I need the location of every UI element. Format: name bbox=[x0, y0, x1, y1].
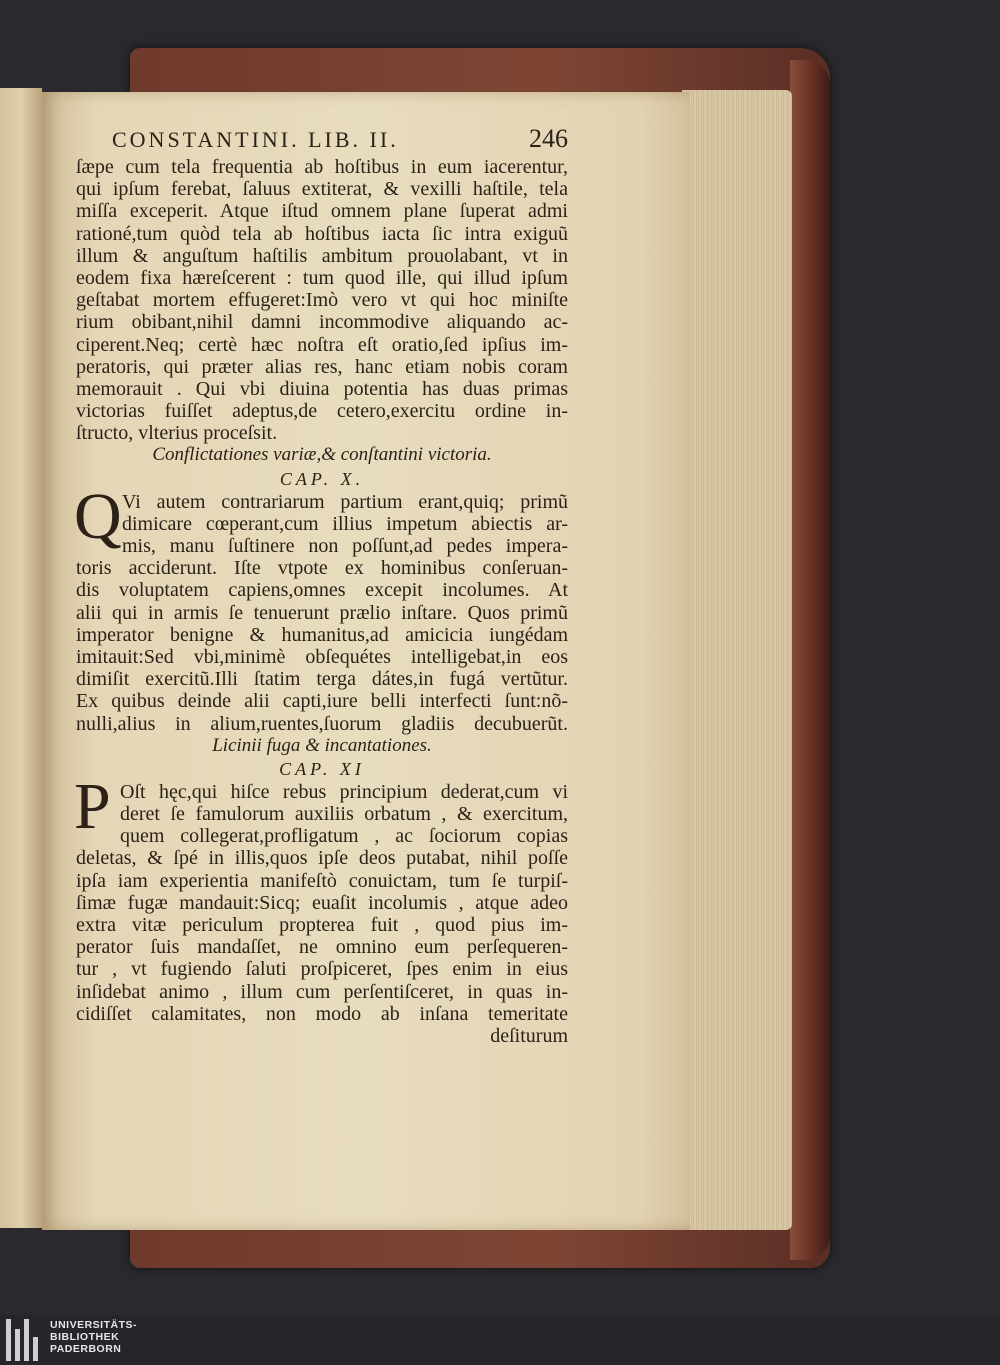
text-line: dimiſit exercitũ.Illi ſtatim terga dátes,in fugá vertũtur. bbox=[76, 668, 568, 691]
text-line: imitauit:Sed vbi,minimè obſequétes intelligebat,in eos bbox=[76, 645, 568, 668]
text-line: deletas, & ſpé in illis,quos ipſe deos putabat, nihil poſſe bbox=[76, 847, 568, 870]
drop-initial: Q bbox=[74, 479, 122, 553]
text-line: dimicare cœperant,cum illius impetum abiectis ar- bbox=[122, 512, 568, 535]
library-name-line: PADERBORN bbox=[50, 1343, 122, 1355]
text-line: memorauit . Qui vbi diuina potentia has duas primas bbox=[76, 377, 568, 400]
text-line: inſidebat animo , illum cum perſentiſceret, in quas in- bbox=[76, 980, 568, 1003]
text-line: ipſa iam experientia manifeſtò conuictam, tum ſe turpiſ- bbox=[76, 869, 568, 892]
text-line: tur , vt fugiendo ſaluti proſpiceret, ſpes enim in eius bbox=[76, 958, 568, 981]
text-line: mis, manu ſuſtinere non poſſunt,ad pedes impera- bbox=[122, 535, 568, 557]
text-line: Ex quibus deinde alii capti,iure belli interfecti ſunt:nõ- bbox=[76, 690, 568, 713]
library-name-line: UNIVERSITÄTS- bbox=[50, 1319, 138, 1331]
text-line: Vi autem contrariarum partium erant,quiq; primũ bbox=[122, 490, 568, 513]
running-head-title: CONSTANTINI. LIB. II. bbox=[112, 127, 399, 152]
text-line: peratoris, qui præter alias res, hanc etiam nobis coram bbox=[76, 355, 568, 378]
drop-initial: P bbox=[74, 769, 111, 843]
section-title-11: Licinii fuga & incantationes. bbox=[212, 734, 432, 756]
text-line: alii qui in armis ſe tenuerunt prælio inſtare. Quos primũ bbox=[76, 601, 568, 624]
page-text bbox=[76, 124, 568, 1047]
page-number: 246 bbox=[529, 124, 568, 153]
text-line: illum & anguſtum haſtilis ambitum prouolabant, vt in bbox=[76, 244, 568, 267]
text-line: extra vitæ periculum propterea fuit , quod pius im- bbox=[76, 914, 568, 936]
text-line: nulli,alius in alium,ruentes,ſuorum gladiis decubuerũt. bbox=[76, 712, 568, 735]
chapter-heading-11: CAP. XI bbox=[279, 758, 365, 779]
text-line: imperator benigne & humanitus,ad amicicia iungédam bbox=[76, 623, 568, 646]
text-line: dis voluptatem capiens,omnes excepit incolumes. At bbox=[76, 579, 568, 602]
library-logo-icon bbox=[6, 1319, 42, 1361]
library-name-line: BIBLIOTHEK bbox=[50, 1331, 120, 1343]
text-line: ſæpe cum tela frequentia ab hoſtibus in eum iacerentur, bbox=[76, 156, 568, 178]
paragraph-1 bbox=[76, 156, 568, 444]
text-line: rium obibant,nihil damni incommodive aliquando ac- bbox=[76, 311, 568, 334]
page-edges bbox=[682, 90, 792, 1230]
text-line: rationé,tum quòd tela ab hoſtibus iacta ſic intra exiguũ bbox=[76, 222, 568, 245]
text-line: quem collegerat,profligatum , ac ſociorum copias bbox=[120, 825, 568, 848]
text-line: victorias fuiſſet adeptus,de cetero,exercitu ordine in- bbox=[76, 400, 568, 423]
cover-edge bbox=[790, 60, 830, 1260]
text-line: Oſt hęc,qui hiſce rebus principium dederat,cum vi bbox=[120, 780, 568, 803]
text-line: eodem fixa hæreſcerent : tum quod ille, qui illud ipſum bbox=[76, 266, 568, 289]
running-head bbox=[112, 124, 568, 156]
text-line: toris acciderunt. Iſte vtpote ex hominibus conſeruan- bbox=[76, 557, 568, 580]
chapter-heading-10: CAP. X. bbox=[279, 468, 365, 489]
text-line: geſtabat mortem effugeret:Imò vero vt qui hoc miniſte bbox=[76, 289, 568, 312]
text-line: qui ipſum ferebat, ſaluus extiterat, & vexilli haſtile, tela bbox=[76, 178, 568, 201]
library-name bbox=[50, 1319, 137, 1355]
paragraph-chapter-10 bbox=[74, 479, 568, 735]
library-footer bbox=[0, 1315, 1000, 1365]
text-line: ſimæ fugæ mandauit:Sicq; euaſit incolumis , atque adeo bbox=[76, 891, 568, 914]
text-line: perator ſuis mandaſſet, ne omnino eum perſequeren- bbox=[76, 936, 568, 959]
section-title-10: Conflictationes variæ,& conſtantini victoria. bbox=[152, 444, 492, 466]
text-line: deret ſe famulorum auxiliis orbatum , & exercitum, bbox=[120, 803, 568, 826]
facing-page-edge bbox=[0, 88, 42, 1228]
text-line: miſſa exceperit. Atque iſtud omnem plane ſuperat admi bbox=[76, 200, 568, 223]
text-line: cidiſſet calamitates, non modo ab inſana temeritate bbox=[76, 1002, 568, 1025]
text-line: ſtructo, vlterius proceſsit. bbox=[76, 422, 278, 445]
paragraph-chapter-11 bbox=[74, 769, 568, 1025]
text-line: ciperent.Neq; certè hæc noſtra eſt oratio,ſed ipſius im- bbox=[76, 333, 568, 356]
catchword: deſiturum bbox=[490, 1024, 568, 1047]
